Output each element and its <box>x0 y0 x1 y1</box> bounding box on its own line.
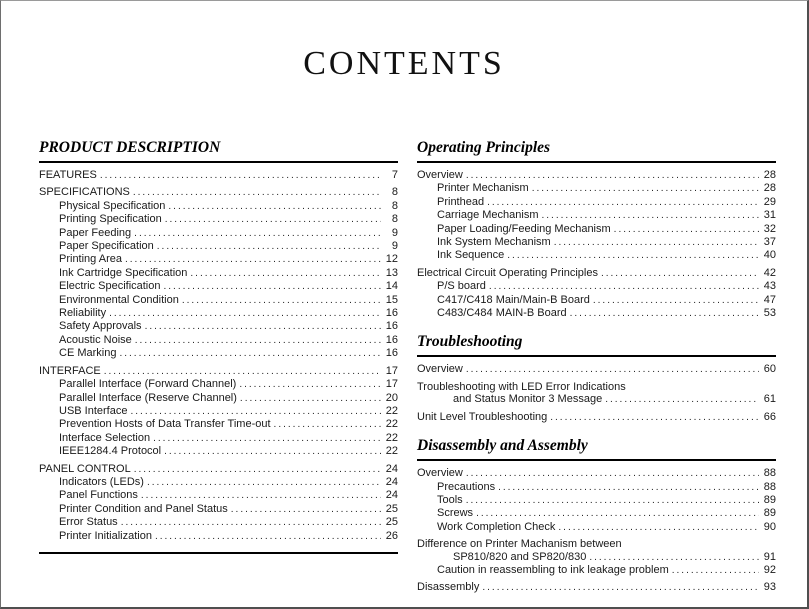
entry-page: 22 <box>385 418 398 431</box>
toc-section <box>417 138 776 320</box>
entry-page: 42 <box>763 266 776 279</box>
entry-label: Ink System Mechanism <box>437 236 551 249</box>
entry-dot-leader <box>507 250 759 262</box>
entry-label: Printer Initialization <box>59 529 152 542</box>
entry-page: 43 <box>763 280 776 293</box>
section-entries <box>417 363 776 424</box>
entry-label: Troubleshooting with LED Error Indications <box>417 380 626 393</box>
entry-label: USB Interface <box>59 404 128 417</box>
entry-page: 14 <box>385 280 398 293</box>
page-title: CONTENTS <box>303 45 505 82</box>
entry-page: 93 <box>763 581 776 594</box>
toc-entry <box>417 294 776 307</box>
entry-page: 24 <box>385 475 398 488</box>
entry-page: 61 <box>763 393 776 406</box>
toc-entry <box>39 227 398 240</box>
entry-label: SP810/820 and SP820/830 <box>453 550 587 563</box>
entry-label: Carriage Mechanism <box>437 209 539 222</box>
entry-label: Reliability <box>59 307 107 320</box>
entry-page: 89 <box>763 493 776 506</box>
entry-page: 9 <box>391 226 398 239</box>
entry-dot-leader <box>153 433 381 445</box>
toc-entry <box>39 489 398 502</box>
entry-label: Indicators (LEDs) <box>59 475 144 488</box>
entry-page: 15 <box>385 293 398 306</box>
toc-entry <box>39 378 398 391</box>
entry-dot-leader <box>231 504 381 516</box>
entry-label: PANEL CONTROL <box>39 462 131 475</box>
entry-dot-leader <box>165 214 381 226</box>
toc-entry <box>417 467 776 480</box>
column-footer-rule <box>39 552 398 554</box>
entry-label: Paper Feeding <box>59 226 132 239</box>
entry-dot-leader <box>550 412 759 424</box>
entry-page: 92 <box>763 563 776 576</box>
toc-entry <box>39 280 398 293</box>
entry-dot-leader <box>240 393 381 405</box>
entry-dot-leader <box>130 406 381 418</box>
entry-page: 22 <box>385 431 398 444</box>
entry-page: 88 <box>763 467 776 480</box>
entry-dot-leader <box>489 281 759 293</box>
entry-label: INTERFACE <box>39 364 101 377</box>
entry-page: 29 <box>763 195 776 208</box>
entry-page: 24 <box>385 489 398 502</box>
entry-page: 32 <box>763 222 776 235</box>
entry-dot-leader <box>125 254 381 266</box>
toc-section <box>417 436 776 595</box>
entry-dot-leader <box>135 335 381 347</box>
section-heading: Disassembly and Assembly <box>417 436 776 461</box>
section-heading: Troubleshooting <box>417 332 776 357</box>
toc-entry <box>39 476 398 489</box>
toc-entry <box>417 196 776 209</box>
entry-dot-leader <box>466 170 759 182</box>
entry-page: 37 <box>763 236 776 249</box>
entry-page: 89 <box>763 507 776 520</box>
entry-label: Physical Specification <box>59 199 166 212</box>
toc-entry <box>39 169 398 182</box>
entry-dot-leader <box>541 210 759 222</box>
entry-page: 16 <box>385 333 398 346</box>
entry-page: 26 <box>385 529 398 542</box>
toc-entry <box>417 538 776 550</box>
toc-entry <box>39 253 398 266</box>
entry-dot-leader <box>164 446 381 458</box>
toc-entry <box>39 294 398 307</box>
entry-label: SPECIFICATIONS <box>39 186 130 199</box>
toc-section <box>39 138 398 543</box>
entry-dot-leader <box>274 419 381 431</box>
toc-entry <box>417 182 776 195</box>
toc-entry <box>39 516 398 529</box>
entry-dot-leader <box>239 379 381 391</box>
toc-entry <box>39 418 398 431</box>
entry-label: and Status Monitor 3 Message <box>453 393 603 406</box>
entry-page: 66 <box>763 410 776 423</box>
toc-entry <box>417 564 776 577</box>
entry-page: 20 <box>385 391 398 404</box>
toc-entry <box>417 267 776 280</box>
toc-section <box>417 332 776 424</box>
toc-entry <box>39 213 398 226</box>
entry-dot-leader <box>614 224 759 236</box>
entry-label: Printer Mechanism <box>437 182 529 195</box>
toc-entry <box>417 521 776 534</box>
entry-label: Overview <box>417 467 463 480</box>
entry-page: 8 <box>391 199 398 212</box>
entry-label: Electrical Circuit Operating Principles <box>417 266 598 279</box>
toc-entry <box>39 240 398 253</box>
entry-dot-leader <box>482 582 759 594</box>
entry-page: 8 <box>391 186 398 199</box>
entry-dot-leader <box>100 170 381 182</box>
entry-dot-leader <box>168 201 381 213</box>
entry-label: FEATURES <box>39 169 97 181</box>
entry-dot-leader <box>134 464 381 476</box>
entry-page: 40 <box>763 249 776 262</box>
toc-entry <box>39 200 398 213</box>
entry-dot-leader <box>109 308 381 320</box>
entry-label: C417/C418 Main/Main-B Board <box>437 293 590 306</box>
entry-label: Safety Approvals <box>59 320 142 333</box>
toc-entry <box>39 365 398 378</box>
entry-label: Difference on Printer Machanism between <box>417 538 622 551</box>
entry-page: 13 <box>385 266 398 279</box>
entry-page: 60 <box>763 363 776 376</box>
toc-entry <box>39 503 398 516</box>
entry-label: Screws <box>437 507 474 520</box>
toc-entry <box>417 507 776 520</box>
toc-column-left <box>39 138 398 595</box>
entry-page: 17 <box>385 378 398 391</box>
entry-label: Printing Area <box>59 253 122 266</box>
toc-entry <box>39 307 398 320</box>
entry-page: 16 <box>385 320 398 333</box>
toc-entry <box>39 445 398 458</box>
entry-page: 17 <box>385 364 398 377</box>
toc-entry <box>39 392 398 405</box>
entry-label: Printer Condition and Panel Status <box>59 502 228 515</box>
entry-dot-leader <box>190 268 381 280</box>
toc-entry <box>417 280 776 293</box>
entry-label: C483/C484 MAIN-B Board <box>437 307 567 320</box>
entry-page: 22 <box>385 445 398 458</box>
toc-entry <box>417 393 776 406</box>
entry-label: Paper Loading/Feeding Mechanism <box>437 222 611 235</box>
entry-label: Tools <box>437 493 463 506</box>
entry-dot-leader <box>672 565 759 577</box>
entry-label: Parallel Interface (Reserve Channel) <box>59 391 237 404</box>
entry-dot-leader <box>164 281 382 293</box>
entry-dot-leader <box>466 468 759 480</box>
section-heading: Operating Principles <box>417 138 776 163</box>
entry-label: Unit Level Troubleshooting <box>417 410 548 423</box>
entry-page: 91 <box>763 550 776 563</box>
entry-dot-leader <box>605 394 759 406</box>
entry-dot-leader <box>133 187 381 199</box>
toc-entry <box>417 381 776 393</box>
toc-entry <box>417 494 776 507</box>
entry-label: P/S board <box>437 280 486 293</box>
entry-dot-leader <box>147 477 381 489</box>
toc-entry <box>417 481 776 494</box>
entry-page: 25 <box>385 516 398 529</box>
entry-label: Ink Cartridge Specification <box>59 266 188 279</box>
toc-entry <box>39 334 398 347</box>
entry-label: Disassembly <box>417 581 480 594</box>
entry-label: Work Completion Check <box>437 520 556 533</box>
entry-dot-leader <box>589 552 759 564</box>
entry-page: 90 <box>763 520 776 533</box>
entry-dot-leader <box>498 482 759 494</box>
entry-page: 24 <box>385 462 398 475</box>
toc-entry <box>39 432 398 445</box>
toc-entry <box>417 249 776 262</box>
entry-page: 31 <box>763 209 776 222</box>
section-entries <box>417 467 776 595</box>
section-entries <box>39 169 398 543</box>
entry-dot-leader <box>532 183 759 195</box>
toc-entry <box>417 209 776 222</box>
toc-entry <box>417 169 776 182</box>
entry-label: IEEE1284.4 Protocol <box>59 445 162 458</box>
entry-page: 16 <box>385 307 398 320</box>
entry-dot-leader <box>134 228 381 240</box>
entry-label: Acoustic Noise <box>59 333 132 346</box>
toc-columns <box>39 138 776 595</box>
entry-dot-leader <box>554 237 759 249</box>
entry-label: Panel Functions <box>59 489 138 502</box>
entry-label: Overview <box>417 363 463 376</box>
toc-column-right <box>417 138 776 595</box>
entry-label: CE Marking <box>59 347 117 360</box>
entry-label: Precautions <box>437 480 496 493</box>
entry-page: 22 <box>385 404 398 417</box>
toc-entry <box>417 236 776 249</box>
entry-label: Prevention Hosts of Data Transfer Time-out <box>59 418 271 431</box>
toc-entry <box>417 307 776 320</box>
entry-dot-leader <box>593 295 759 307</box>
entry-label: Electric Specification <box>59 280 161 293</box>
toc-entry <box>39 267 398 280</box>
entry-dot-leader <box>476 508 759 520</box>
entry-label: Error Status <box>59 516 118 529</box>
toc-entry <box>417 581 776 594</box>
toc-entry <box>39 463 398 476</box>
entry-dot-leader <box>155 531 381 543</box>
section-heading: PRODUCT DESCRIPTION <box>39 138 398 163</box>
entry-page: 53 <box>763 307 776 320</box>
entry-dot-leader <box>182 295 381 307</box>
toc-entry <box>417 223 776 236</box>
entry-page: 9 <box>391 240 398 253</box>
entry-dot-leader <box>104 366 381 378</box>
entry-page: 16 <box>385 347 398 360</box>
entry-label: Paper Specification <box>59 240 154 253</box>
entry-dot-leader <box>466 495 759 507</box>
toc-entry <box>39 320 398 333</box>
entry-page: 88 <box>763 480 776 493</box>
entry-dot-leader <box>570 308 759 320</box>
entry-label: Overview <box>417 169 463 181</box>
entry-dot-leader <box>558 522 759 534</box>
toc-entry <box>417 411 776 424</box>
entry-label: Caution in reassembling to ink leakage problem <box>437 563 669 576</box>
entry-label: Environmental Condition <box>59 293 179 306</box>
toc-entry <box>417 551 776 564</box>
entry-label: Interface Selection <box>59 431 151 444</box>
entry-label: Printing Specification <box>59 213 162 226</box>
entry-dot-leader <box>145 321 381 333</box>
entry-dot-leader <box>487 197 759 209</box>
entry-page: 8 <box>391 213 398 226</box>
entry-dot-leader <box>601 268 759 280</box>
entry-dot-leader <box>157 241 381 253</box>
toc-entry <box>39 405 398 418</box>
entry-page: 28 <box>763 182 776 195</box>
toc-entry <box>39 530 398 543</box>
entry-page: 25 <box>385 502 398 515</box>
entry-label: Parallel Interface (Forward Channel) <box>59 378 237 391</box>
entry-dot-leader <box>466 364 759 376</box>
toc-entry <box>39 186 398 199</box>
section-entries <box>417 169 776 320</box>
entry-page: 28 <box>763 169 776 181</box>
entry-page: 7 <box>391 169 398 181</box>
toc-entry <box>39 347 398 360</box>
entry-label: Ink Sequence <box>437 249 505 262</box>
entry-page: 12 <box>385 253 398 266</box>
toc-entry <box>417 363 776 376</box>
entry-dot-leader <box>121 517 381 529</box>
entry-dot-leader <box>119 348 381 360</box>
entry-dot-leader <box>141 490 381 502</box>
entry-page: 47 <box>763 293 776 306</box>
entry-label: Printhead <box>437 195 485 208</box>
